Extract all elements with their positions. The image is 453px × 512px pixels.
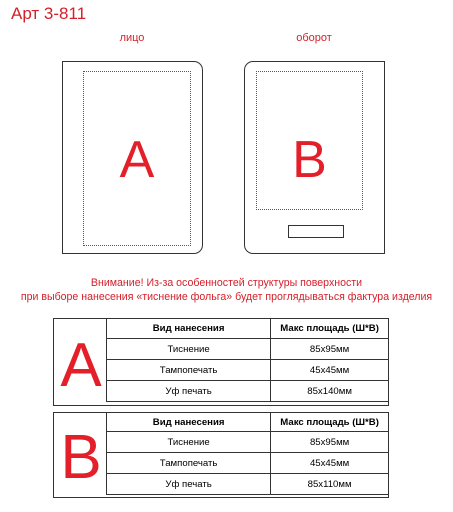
- front-panel: [62, 61, 203, 254]
- table-row: [107, 339, 389, 360]
- zone-a-table: [106, 318, 389, 402]
- back-zone-letter: B: [292, 131, 327, 189]
- table-row: [107, 360, 389, 381]
- header-method: Вид нанесения: [107, 319, 271, 339]
- cell-method: Тиснение: [107, 432, 271, 453]
- page-title: Арт 3-811: [11, 4, 87, 23]
- notice-line-2: при выборе нанесения «тиснение фольга» будет проглядываться фактура изделия: [20, 291, 433, 303]
- front-view-label: лицо: [119, 32, 145, 44]
- cell-method: Уф печать: [107, 474, 271, 495]
- cell-area: 85x110мм: [271, 474, 389, 495]
- cell-method: Тиснение: [107, 339, 271, 360]
- table-row: [107, 432, 389, 453]
- cell-method: Уф печать: [107, 381, 271, 402]
- cell-area: 45x45мм: [271, 453, 389, 474]
- table-row: [107, 474, 389, 495]
- zone-b-table: [106, 412, 389, 495]
- back-view-label: оборот: [296, 32, 332, 44]
- table-row: [107, 453, 389, 474]
- back-panel: [244, 61, 385, 254]
- cell-area: 85x95мм: [271, 339, 389, 360]
- cell-area: 85x95мм: [271, 432, 389, 453]
- cell-method: Тампопечать: [107, 360, 271, 381]
- header-method: Вид нанесения: [107, 413, 271, 432]
- zone-b-letter: B: [60, 423, 102, 492]
- cell-area: 85x140мм: [271, 381, 389, 402]
- notice-line-1: Внимание! Из-за особенностей структуры поверхности: [90, 277, 363, 289]
- back-slot: [288, 225, 344, 238]
- front-zone-letter: A: [119, 131, 155, 189]
- header-max-area: Макс площадь (Ш*В): [271, 319, 389, 339]
- cell-area: 45x45мм: [271, 360, 389, 381]
- cell-method: Тампопечать: [107, 453, 271, 474]
- header-max-area: Макс площадь (Ш*В): [271, 413, 389, 432]
- zone-a-letter: A: [60, 331, 102, 400]
- table-row: [107, 381, 389, 402]
